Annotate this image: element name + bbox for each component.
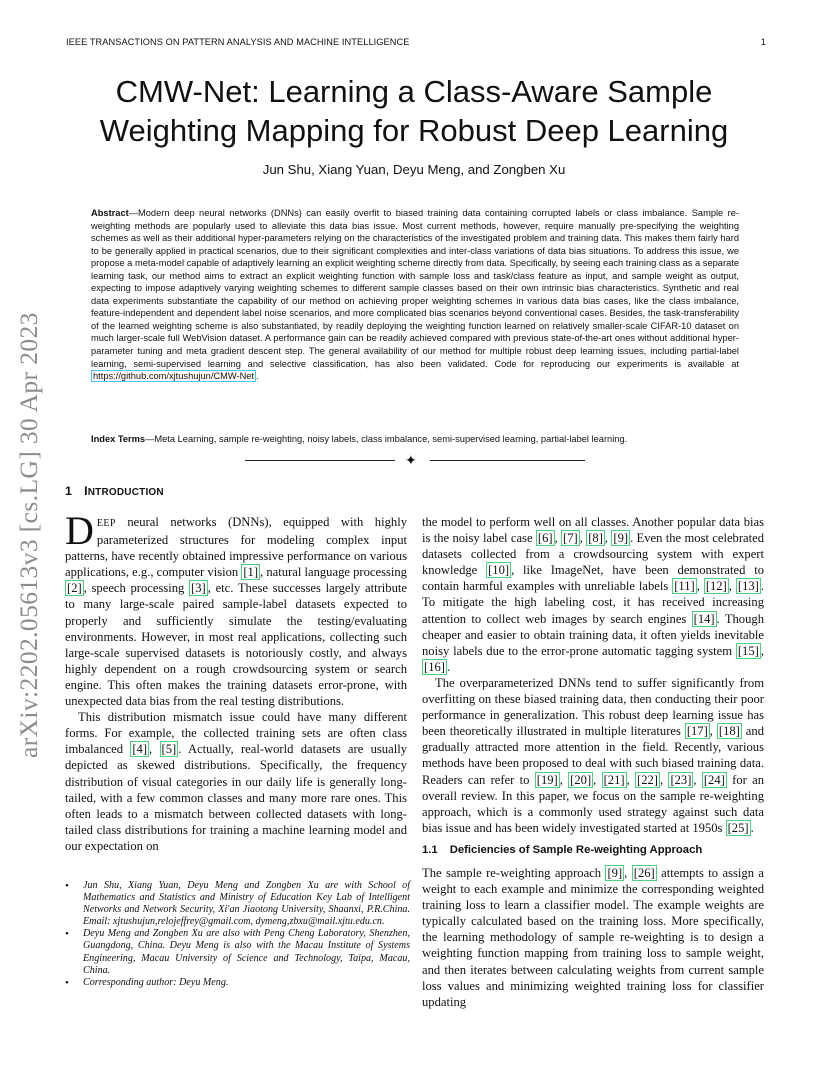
citation-link[interactable]: [12] <box>705 579 727 594</box>
text-run: The sample re-weighting approach <box>422 865 606 880</box>
subsection-number: 1.1 <box>422 843 438 856</box>
text-run: , natural language processing <box>260 565 407 580</box>
citation-link[interactable]: [19] <box>536 772 558 787</box>
section-number: 1 <box>65 484 73 498</box>
paragraph <box>422 675 764 836</box>
separator-line-left <box>245 460 395 461</box>
index-terms-text: —Meta Learning, sample re-weighting, noisy labels, class imbalance, semi-supervised learning, partial-label learning. <box>145 434 628 444</box>
index-terms <box>91 434 751 444</box>
abstract-label: Abstract <box>91 208 129 218</box>
citation-link[interactable]: [18] <box>718 724 740 739</box>
text-run: and gradually attracted more attention in the field. Recently, various methods have been proposed to deal with such biased training data. Readers can refer to <box>422 724 764 787</box>
citation-link[interactable]: [4] <box>132 742 148 757</box>
citation-link[interactable]: [9] <box>613 531 629 546</box>
text-run: , <box>709 724 717 739</box>
text-run: . Actually, real-world datasets are usually depicted as skewed distributions. Specifically, the frequency distribution of visual categories in our daily life is generally long-tailed, with a few common classes and many more rare ones. This often leads to a mismatch between collected datasets with long-tailed class distributions for training a machine learning model and our expectation on <box>65 742 407 853</box>
text-run: , <box>554 531 562 546</box>
footnote-item: • Jun Shu, Xiang Yuan, Deyu Meng and Zongben Xu are with School of Mathematics and Statistics and Ministry of Education Key Lab of Intelligent Networks and Network Security, Xi'an Jiaotong University, Shaanxi, P.R.China. Email: xjtushujun,relojeffrey@gmail.com, dymeng,zbxu@mail.xjtu.edu.cn. <box>65 880 410 928</box>
citation-link[interactable]: [23] <box>670 772 692 787</box>
text-run: . Even the most celebrated datasets collected from a crowdsourcing system with expert knowledge <box>422 531 765 578</box>
citation-link[interactable]: [7] <box>563 531 578 546</box>
title-line-1: CMW-Net: Learning a Class-Aware Sample <box>115 74 713 109</box>
text-run: , <box>696 579 704 594</box>
citation-link[interactable]: [26] <box>633 865 655 880</box>
abstract-text: —Modern deep neural networks (DNNs) can easily overfit to biased training data containing corrupted labels or class imbalance. Sample re-weighting methods are popularly used to alleviate this data bias issue. Most current methods, however, require manually pre-specifying the weighting schemes as well as their additional hyper-parameters relying on the characteristics of the investigated problem and training data. This makes them fairly hard to be generally applied in practical scenarios, due to their significant complexities and inter-class variations of data bias situations. To address this issue, we propose a meta-model capable of adaptively learning an explicit weighting scheme directly from data. Specifically, by seeing each training class as a separate learning task, our method aims to extract an explicit weighting function with sample loss and task/class feature as input, and sample weight as output, expecting to impose adaptively varying weighting schemes to different sample classes based on their own intrinsic bias characteristics. Synthetic and real data experiments substantiate the capability of our method on achieving proper weighting schemes in various data bias cases, like the class imbalance, feature-independent and dependent label noise scenarios, and more complicated bias scenarios beyond conventional cases. Besides, the task-transferability of the learned weighting scheme is also substantiated, by readily deploying the weighting function learned on relatively smaller-scale CIFAR-10 dataset on much larger-scale full WebVision dataset. A performance gain can be readily achieved compared with previous state-of-the-art ones without additional hyper-parameter tuning and meta gradient descent step. The general availability of our method for multiple robust deep learning issues, including partial-label learning, semi-supervised learning and selective classification, has also been validated. Code for reproducing our experiments is available at <box>91 208 739 369</box>
paragraph <box>422 865 764 1010</box>
citation-link[interactable]: [2] <box>67 581 82 596</box>
smallcaps-lead: EEP <box>96 518 116 529</box>
section-separator <box>245 455 585 467</box>
running-header <box>66 37 766 51</box>
citation-link[interactable]: [21] <box>603 772 625 787</box>
journal-name: IEEE TRANSACTIONS ON PATTERN ANALYSIS AND MACHINE INTELLIGENCE <box>66 37 410 47</box>
code-link[interactable]: https://github.com/xjtushujun/CMW-Net <box>93 371 255 382</box>
citation-link[interactable]: [14] <box>693 611 715 626</box>
abstract-end: . <box>256 371 259 382</box>
section-title-rest: NTRODUCTION <box>87 487 164 498</box>
text-run: The overparameterized DNNs tend to suffer significantly from overfitting on these biased training data, then conducting their poor performance in generalization. This robust deep learning issue has been theoretically illustrated in multiple literatures <box>422 675 764 739</box>
citation-link[interactable]: [8] <box>588 531 603 546</box>
arxiv-identifier: arXiv:2202.05613v3 [cs.LG] 30 Apr 2023 <box>14 312 43 758</box>
citation-link[interactable]: [25] <box>727 820 749 835</box>
text-run: . <box>446 659 451 674</box>
citation-link[interactable]: [9] <box>607 865 623 880</box>
citation-link[interactable]: [24] <box>703 772 725 787</box>
left-column <box>65 508 407 854</box>
text-run: , <box>593 772 602 787</box>
text-run: the model to perform well on all classes. Another popular data bias is the noisy label case <box>422 515 764 546</box>
citation-link[interactable]: [13] <box>737 579 759 594</box>
paper-title <box>60 72 768 150</box>
text-run: attempts to assign a weight to each example and minimize the corresponding weighted training loss to learn a classifier model. The example weights are typically calculated based on the training loss. More specifically, the learning methodology of sample re-weighting is to design a weighting function mapping from training loss to sample weight, and then iterates between calculating weights from current sample loss values and minimizing weighted training loss for classifier updating <box>422 865 765 1009</box>
separator-diamond-icon: ✦ <box>405 453 417 469</box>
citation-link[interactable]: [15] <box>737 643 759 658</box>
citation-link[interactable]: [1] <box>243 565 259 580</box>
text-run: , <box>626 772 636 787</box>
text-run: , <box>604 531 612 546</box>
citation-link[interactable]: [5] <box>161 742 177 757</box>
citation-link[interactable]: [10] <box>488 563 510 578</box>
footnote-item: • Corresponding author: Deyu Meng. <box>65 977 410 989</box>
section-title-initial: I <box>84 484 88 498</box>
title-line-2: Weighting Mapping for Robust Deep Learning <box>99 113 729 148</box>
text-run: , <box>559 772 569 787</box>
citation-link[interactable]: [16] <box>424 659 445 674</box>
right-column <box>422 514 764 1010</box>
text-run: , <box>579 531 587 546</box>
text-run: . <box>750 820 754 835</box>
citation-link[interactable]: [17] <box>686 724 708 739</box>
citation-link[interactable]: [11] <box>674 579 695 594</box>
text-run: . To mitigate the high labeling cost, it has received increasing attention to collect web images by search engines <box>422 579 765 626</box>
text-run: , <box>624 865 632 880</box>
index-terms-label: Index Terms <box>91 434 146 444</box>
text-run: neural networks (DNNs), equipped with highly parameterized structures for modeling complex input patterns, have recently obtained impressive performance on various applications, e.g., computer vision <box>65 515 407 580</box>
text-run: , <box>660 772 669 787</box>
subsection-title: Deficiencies of Sample Re-weighting Approach <box>449 843 703 856</box>
text-run: , <box>149 742 160 757</box>
separator-line-right <box>430 460 585 461</box>
abstract <box>91 207 739 383</box>
footnote-item: • Deyu Meng and Zongben Xu are also with Peng Cheng Laboratory, Shenzhen, Guangdong, China. Deyu Meng is also with the Macau Institute of Systems Engineering, Macau University of Science and Technology, Taipa, Macau, China. <box>65 928 410 976</box>
paragraph <box>422 514 764 675</box>
subsection-heading <box>422 842 764 858</box>
text-run: . Though cheaper and easier to obtain training data, it often yields inevitable noisy labels due to the error-prone automatic tagging system <box>422 611 764 658</box>
author-list: Jun Shu, Xiang Yuan, Deyu Meng, and Zongben Xu <box>262 162 566 177</box>
affiliation-footnotes <box>65 880 410 989</box>
paragraph <box>65 709 407 854</box>
citation-link[interactable]: [20] <box>570 772 592 787</box>
paragraph <box>65 508 407 709</box>
text-run: , <box>760 643 764 658</box>
page-number: 1 <box>760 37 766 47</box>
text-run: for an overall review. In this paper, we focus on the sample re-weighting approach, which is a commonly used strategy against such data bias issue and has been widely investigated started at 1950s <box>422 772 764 835</box>
text-run: , like ImageNet, have been demonstrated to contain harmful examples with unreliable labels <box>422 563 764 594</box>
citation-link[interactable]: [22] <box>637 772 658 787</box>
drop-cap: D <box>65 508 94 553</box>
text-run: , etc. These successes largely attribute to many large-scale paired sample-label datasets expected to properly and sufficiently simulate the testing/evaluating environments. However, in most real applications, collecting such large-scale supervised datasets is notoriously costly, and always highly dependent on a rough crowdsourcing system or search engine. This often makes the training datasets error-prone, with unexpected data bias from the real testing distributions. <box>65 581 407 709</box>
text-run: , speech processing <box>83 581 190 596</box>
text-run: , <box>693 772 702 787</box>
citation-link[interactable]: [3] <box>191 581 206 596</box>
text-run: , <box>728 579 736 594</box>
section-heading-introduction <box>65 484 164 498</box>
citation-link[interactable]: [6] <box>537 531 553 546</box>
text-run: This distribution mismatch issue could have many different forms. For example, the collected training sets are often class imbalanced <box>65 710 407 757</box>
